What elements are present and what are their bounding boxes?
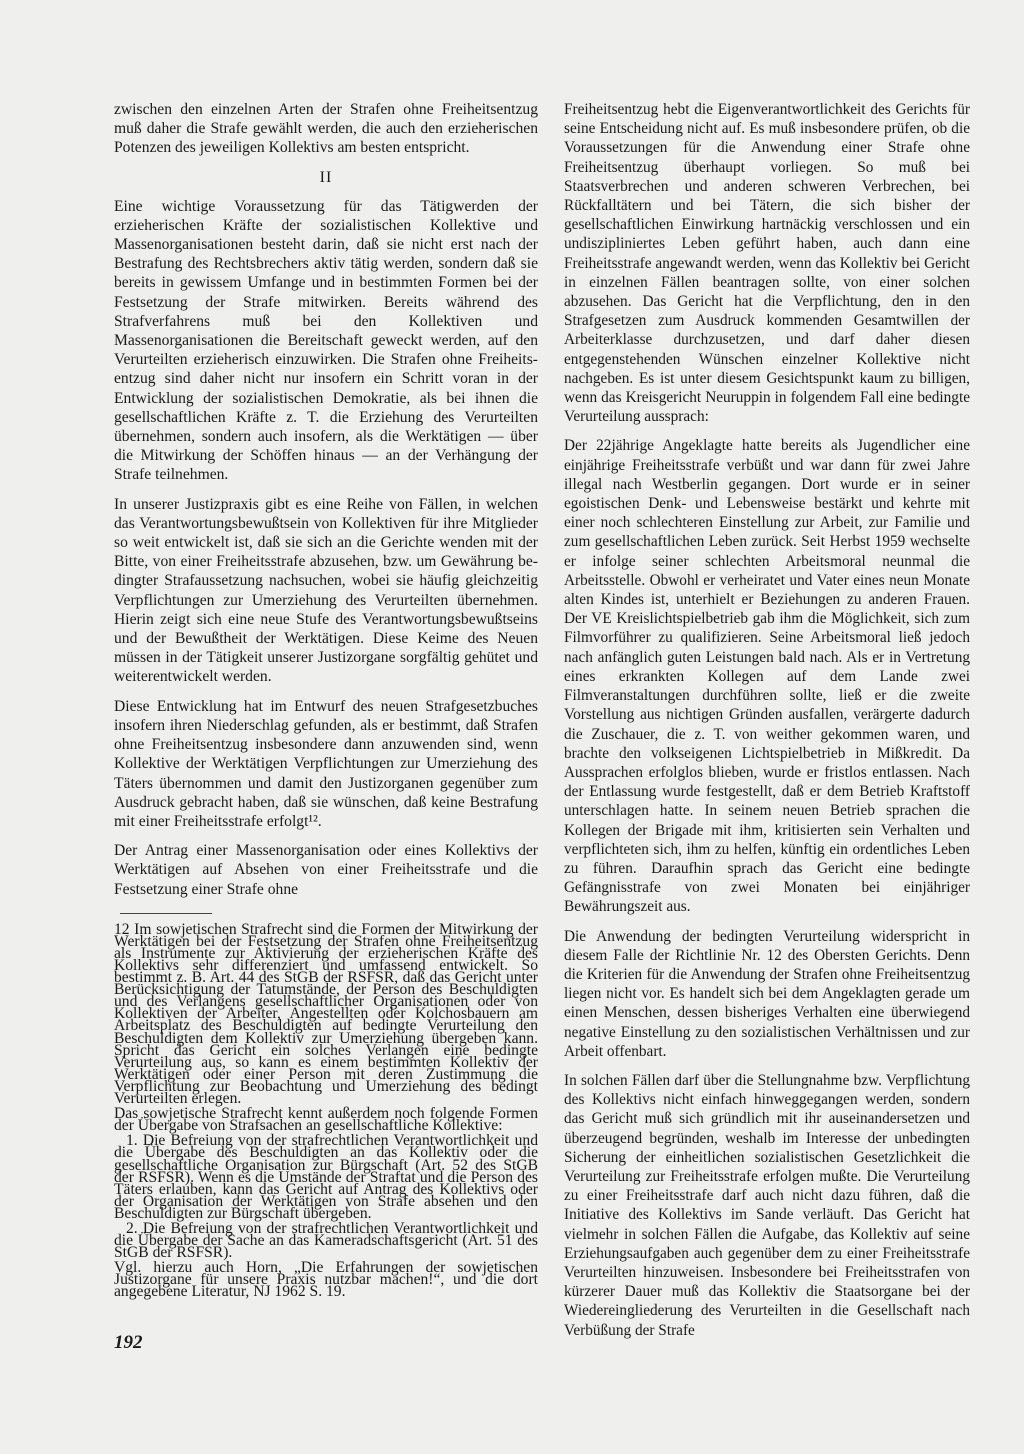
body-paragraph: Der 22jährige Angeklagte hatte bereits als Jugendlicher eine einjährige Freiheitsstrafe verbüßt und war dann für zwei Jahre illegal nach Westberlin gegangen. Dort wurde er in seiner egoistischen Denk- und Lebensweise bestärkt und kehrte mit einer noch schlechteren Einstellung zur Arbeit, zur Familie und zum gesellschaftlichen Leben zurück. Seit Herbst 1959 wechselte er infolge seiner schlechten Arbeitsmoral neunmal die Arbeitsstelle. Obwohl er verheiratet und Vater eines neun Monate alten Kindes ist, unterhielt er Beziehungen zu anderen Frauen. Der VE Kreislichtspielbetrieb gab ihm die Möglichkeit, sich zum Filmvorführer zu qualifizieren. Seine Arbeitsmoral ließ jedoch nach anfänglich guten Leistungen bald nach. Als er in Vertretung eines erkrankten Kollegen auf dem Lande zwei Filmveranstaltungen durchführen sollte, ließ er die zweite Vorstellung aus nichtigen Gründen ausfallen, verärgerte dadurch die Zuschauer, die z. T. von weither gekommen waren, und brachte den volkseigenen Lichtspielbetrieb in Mißkredit. Da Aussprachen erfolglos blieben, wurde er fristlos entlassen. Nach der Entlassung wurde festgestellt, daß er dem Betrieb Kraftstoff unterschlagen hatte. In seinem neuen Betrieb sprachen die Kollegen der Brigade mit ihm, kritisierten sein Verhalten und verpflichteten sich, ihm zu helfen, künftig ein ordentliches Leben zu führen. Daraufhin sprach das Gericht eine bedingte Gefängnisstrafe von zwei Monaten bei einjähriger Bewährungszeit aus. (564, 437, 970, 916)
footnote: 1. Die Befreiung von der strafrechtlichen Verantwortlichkeit und die Übergabe des Beschuldigten an das Kollektiv oder die gesellschaftliche Organisation zur Bürgschaft (Art. 52 des StGB der RSFSR). Wenn es die Umstände der Straftat und die Person des Täters erlauben, kann das Gericht auf Antrag des Kollektivs oder der Organisation der Werktätigen von Strafe absehen und den Beschuldigten zur Bürgschaft übergeben. (114, 1132, 538, 1222)
body-paragraph: Die Anwendung der bedingten Verurteilung widerspricht in diesem Falle der Richtlinie Nr. 12 des Obersten Gerichts. Denn die Kriterien für die Anwendung der Strafen ohne Freiheitsentzug liegen nicht vor. Es handelt sich bei dem Angeklagten gerade um einen Menschen, dessen bisheriges Verhalten eine überwiegend negative Einstellung zu den sozialistischen Verhältnissen und zur Arbeit offenbart. (564, 927, 970, 1060)
right-column (564, 100, 970, 1350)
body-paragraph: In solchen Fällen darf über die Stellungnahme bzw. Verpflichtung des Kollektivs nicht einfach hinweggegangen werden, sondern das Gericht muß sich gründlich mit ihr auseinandersetzen und überzeugend begründen, weshalb im Interesse der unbedingten Sicherung der einheitlichen sozialistischen Gesetzlichkeit die Verurteilung zur Freiheitsstrafe erfolgen mußte. Die Verurteilung zu einer Freiheitsstrafe darf auch nicht dazu führen, daß die Initiative des Kollektivs im Sande verläuft. Das Gericht hat vielmehr in solchen Fällen die Aufgabe, das Kollektiv auf seine Erziehungsaufgaben auch gegenüber dem zu einer Freiheitsstrafe Verurteilten hinzuweisen. Insbesondere bei Freiheitsstrafen von kürzerer Dauer muß das Kollektiv die Staatsorgane bei der Wiedereingliederung des Verurteilten in die Gesellschaft nach Verbüßung der Strafe (564, 1071, 970, 1339)
body-paragraph: Freiheitsentzug hebt die Eigenverantwortlichkeit des Gerichts für seine Entscheidung nicht auf. Es muß insbesondere prüfen, ob die Voraussetzungen für die Anwendung einer Strafe ohne Freiheitsentzug überhaupt vorliegen. So muß bei Staatsverbrechen und anderen schweren Verbrechen, bei Rückfalltätern und bei Tätern, die sich bisher der gesellschaftlichen Einwirkung hartnäckig verschlossen und ein undiszipliniertes Leben geführt haben, auch dann eine Freiheitsstrafe angewandt werden, wenn das Kollektiv bei Gericht in einzelnen Fällen beantragen sollte, von einer solchen abzusehen. Das Gericht hat die Verpflichtung, den in den Strafgesetzen zum Ausdruck kommenden Gesamtwillen der Arbeiterklasse durchzusetzen, und darf daher diesen entgegenstehenden Wünschen einzelner Kollektive nicht nachgeben. Es ist unter diesem Gesichtspunkt kaum zu billigen, wenn das Kreisgericht Neuruppin in folgendem Fall eine bedingte Verurteilung aussprach: (564, 101, 970, 426)
left-column (114, 100, 538, 1302)
body-paragraph: Eine wichtige Voraussetzung für das Tätigwerden der erzieherischen Kräfte der sozialistischen Kollektive und Massenorganisationen besteht darin, daß sie nicht erst nach der Bestrafung des Rechtsbrechers aktiv tätig werden, sondern daß sie bereits in gewissem Umfange und in bestimmten Formen bei der Festsetzung der Strafe mitwirken. Bereits während des Strafverfahrens muß bei den Kollektiven und Massenorganisationen die Bereitschaft geweckt werden, auf den Verurteilten erzieherisch einzuwirken. Die Strafen ohne Freiheitsentzug sind daher nicht nur insofern ein Schritt voran in der Entwicklung der sozialistischen Demokratie, als bei ihnen die gesellschaftlichen Kräfte z. T. die Erziehung des Verurteilten übernehmen, sondern auch insofern, als die Werktätigen — über die Mitwirkung der Schöffen hinaus — an der Verhängung der Strafe teilnehmen. (114, 197, 538, 484)
body-paragraph: In unserer Justizpraxis gibt es eine Reihe von Fällen, in welchen das Verantwortungsbewußtsein von Kollektiven für ihre Mitglieder so weit entwickelt ist, daß sie sich an die Gerichte wenden mit der Bitte, von einer Freiheitsstrafe abzusehen, bzw. um Gewährung bedingter Strafaussetzung nachsuchen, wobei sie häufig gleichzeitig Verpflichtungen zur Umerziehung des Verurteilten übernehmen. Hierin zeigt sich eine neue Stufe des Verantwortungsbewußtseins und der Bewußtheit der Werktätigen. Diese Keime des Neuen müssen in der Tätigkeit unserer Justizorgane sorgfältig gehütet und weiterentwickelt werden. (114, 495, 538, 686)
footnote-divider (120, 913, 212, 914)
footnote: 12 Im sowjetischen Strafrecht sind die Formen der Mitwirkung der Werktätigen bei der Festsetzung der Strafen ohne Freiheitsentzug als Instrumente zur Aktivierung der erzieherischen Kräfte des Kollektivs sehr differenziert und umfassend entwickelt. So bestimmt z. B. Art. 44 des StGB der RSFSR, daß das Gericht unter Berücksichtigung der Tatumstände, der Person des Beschuldigten und des Verlangens gesellschaftlicher Organisationen oder von Kollektiven der Arbeiter, Angestellten oder Kolchosbauern am Arbeitsplatz des Beschuldigten auf bedingte Verurteilung den Beschuldigten dem Kollektiv zur Umerziehung übergeben kann. Spricht das Gericht ein solches Verlangen eine bedingte Verurteilung aus, so kann es einem bestimmten Kollektiv der Werktätigen oder einer Person mit deren Zustimmung die Verpflichtung zur Beobachtung und Umerziehung des bedingt Verurteilten erlegen. (114, 920, 538, 1108)
intro-paragraph: zwischen den einzelnen Arten der Strafen ohne Freiheitsentzug muß daher die Strafe gewählt werden, die auch den erzieherischen Potenzen des jeweiligen Kollektivs am besten entspricht. (114, 101, 538, 157)
body-paragraph: Diese Entwicklung hat im Entwurf des neuen Strafgesetzbuches insofern ihren Niederschlag gefunden, als er bestimmt, daß Strafen ohne Freiheitsentzug insbesondere dann anzuwenden sind, wenn Kollektive der Werktätigen Verpflichtungen zur Umerziehung des Täters übernommen und damit den Justizorganen gegenüber zum Ausdruck gebracht haben, daß sie wünschen, daß keine Bestrafung mit einer Freiheitsstrafe erfolgt¹². (114, 697, 538, 830)
footnote: Das sowjetische Strafrecht kennt außerdem noch folgende Formen der Übergabe von Strafsachen an gesellschaftliche Kollektive: (114, 1105, 538, 1135)
page-number: 192 (114, 1332, 143, 1353)
section-heading: II (319, 168, 333, 186)
footnotes (114, 920, 538, 1301)
body-paragraph: Der Antrag einer Massenorganisation oder eines Kollektivs der Werktätigen auf Absehen von einer Freiheitsstrafe und die Festsetzung einer Strafe ohne (114, 842, 538, 898)
footnote: 2. Die Befreiung von der strafrechtlichen Verantwortlichkeit und die Übergabe der Sache an das Kameradschaftsgericht (Art. 51 des StGB der RSFSR). (114, 1219, 538, 1262)
footnote: Vgl. hierzu auch Horn, „Die Erfahrungen der sowjetischen Justizorgane für unsere Praxis nutzbar machen!“, und die dort angegebene Literatur, NJ 1962 S. 19. (114, 1259, 538, 1301)
